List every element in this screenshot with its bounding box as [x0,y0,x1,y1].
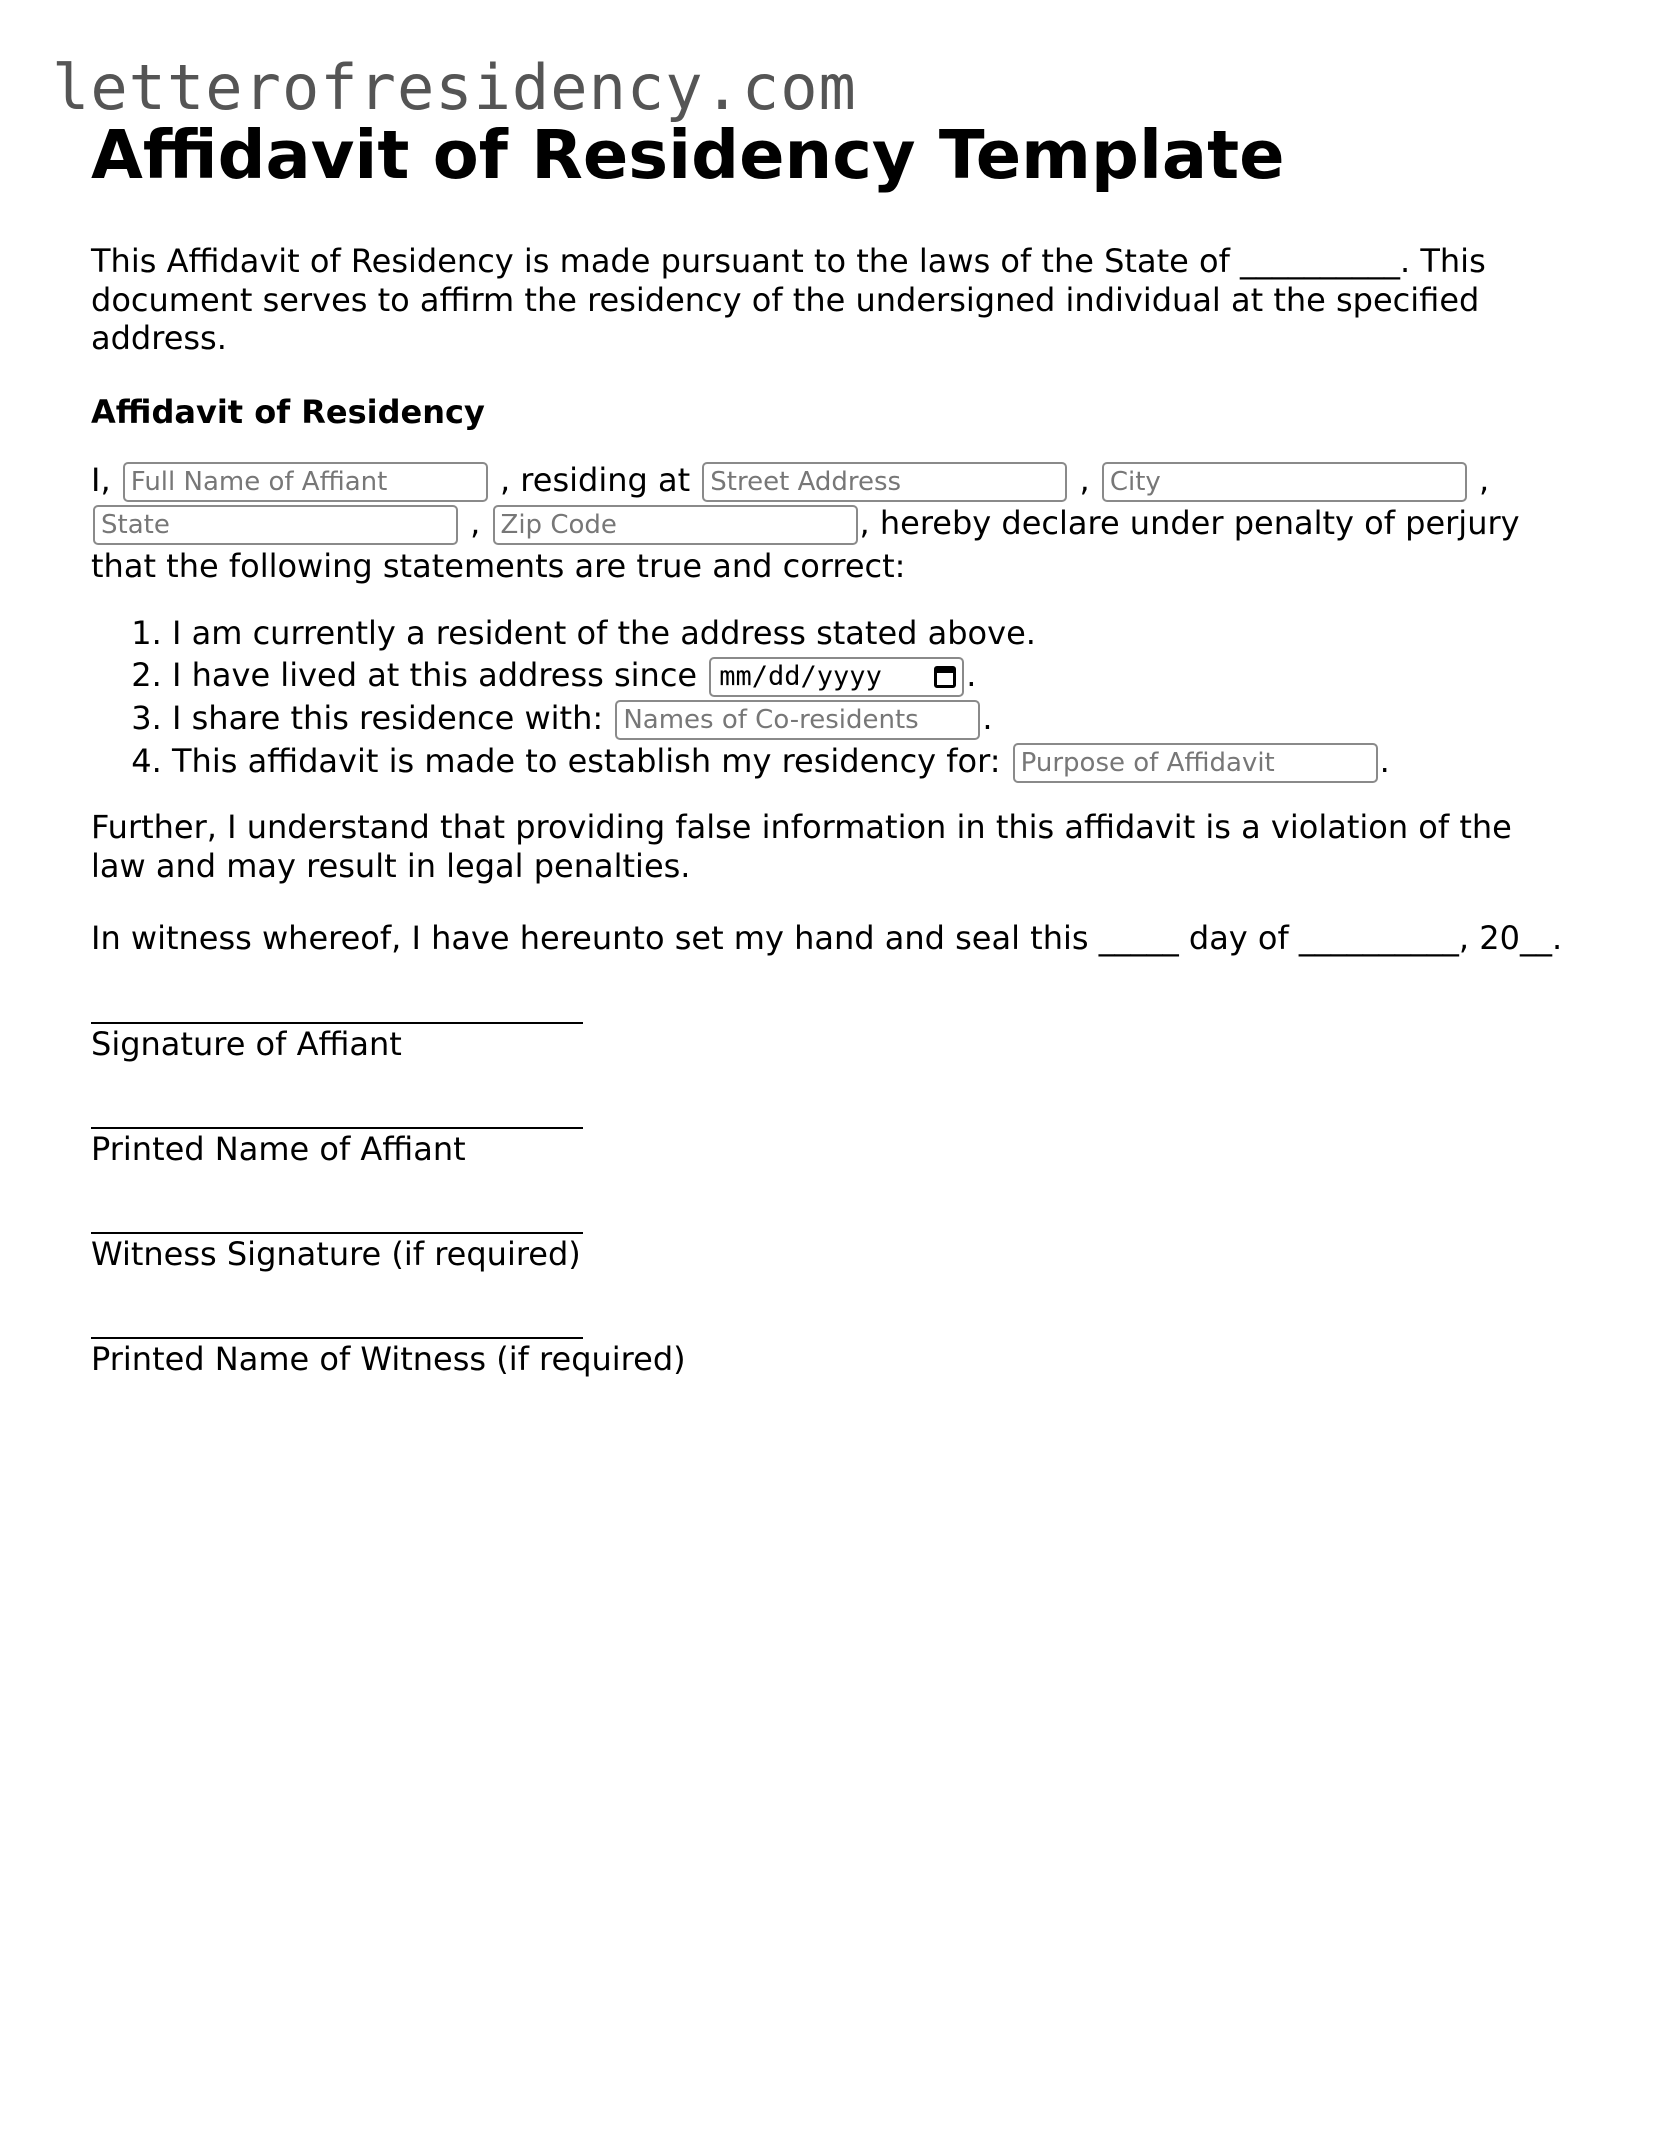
comma-separator: , [470,503,481,542]
purpose-input[interactable] [1013,743,1378,783]
street-address-input[interactable] [702,462,1067,502]
site-watermark: letterofresidency.com [52,51,857,124]
statements-list [91,612,1571,783]
period: . [982,699,993,737]
page-title: Affidavit of Residency Template [91,116,1285,194]
witness-printed-name-block [91,1307,1571,1379]
statement-3-text: I share this residence with: [172,699,604,737]
list-item [172,654,1571,697]
period: . [966,656,977,694]
witness-signature-block [91,1202,1571,1274]
residing-at-text: , residing at [499,460,691,499]
statement-1-text: I am currently a resident of the address stated above. [172,614,1036,652]
affiant-signature-block [91,992,1571,1064]
signature-label: Printed Name of Witness (if required) [91,1339,686,1378]
witness-clause: In witness whereof, I have hereunto set my hand and seal this _____ day of __________, 20__. [91,919,1563,957]
signature-line [91,1307,583,1339]
calendar-icon[interactable] [934,666,956,688]
intro-paragraph: This Affidavit of Residency is made pursuant to the laws of the State of __________. This document serves to affirm the residency of the undersigned individual at the specified address. [91,242,1486,357]
declaration-paragraph [91,459,1571,588]
statement-4-text: This affidavit is made to establish my residency for: [172,742,1001,780]
declaration-suffix: , hereby declare under penalty of perjury that the following statements are true and correct: [91,503,1520,585]
list-item [172,697,1571,740]
co-residents-input[interactable] [615,700,980,740]
signature-line [91,1202,583,1234]
list-item [172,740,1571,783]
list-item [172,612,1571,654]
affidavit-document [91,110,1571,1379]
affiant-printed-name-block [91,1097,1571,1169]
city-input[interactable] [1102,462,1467,502]
date-placeholder: mm/dd/yyyy [719,661,882,692]
signature-label: Witness Signature (if required) [91,1234,581,1273]
signature-line [91,1097,583,1129]
zip-code-input[interactable] [493,505,858,545]
statement-2-text: I have lived at this address since [172,656,698,694]
section-heading: Affidavit of Residency [91,392,485,431]
further-paragraph: Further, I understand that providing false information in this affidavit is a violation of the law and may result in legal penalties. [91,808,1512,885]
full-name-input[interactable] [123,462,488,502]
period: . [1379,742,1390,780]
comma-separator: , [1478,460,1490,499]
signature-label: Printed Name of Affiant [91,1129,466,1168]
signature-label: Signature of Affiant [91,1024,402,1063]
residence-since-date-input[interactable] [709,657,964,697]
signature-line [91,992,583,1024]
comma-separator: , [1079,460,1090,499]
state-input[interactable] [93,505,458,545]
declaration-prefix: I, [91,460,111,499]
